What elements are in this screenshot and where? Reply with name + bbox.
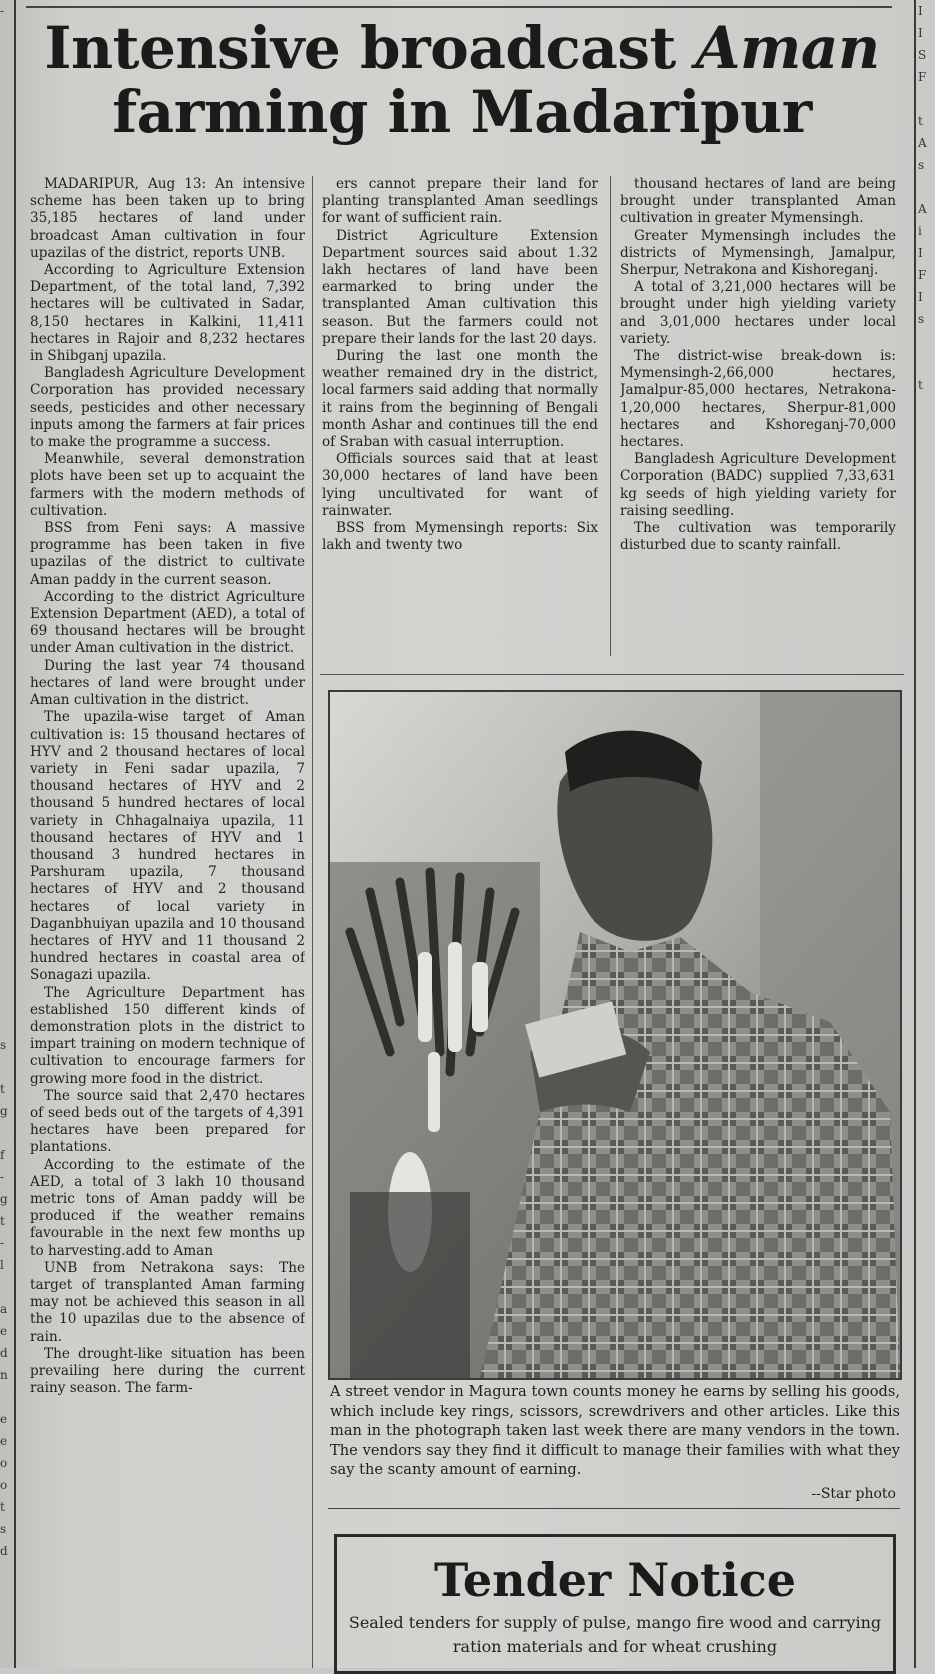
edge-fragment xyxy=(918,484,935,506)
edge-fragment xyxy=(0,198,12,220)
edge-fragment xyxy=(918,528,935,550)
edge-fragment: d xyxy=(0,1346,8,1360)
edge-fragment xyxy=(918,770,935,792)
edge-fragment xyxy=(918,572,935,594)
edge-fragment: F xyxy=(918,70,927,84)
edge-fragment xyxy=(0,440,12,462)
edge-fragment xyxy=(918,550,935,572)
edge-fragment xyxy=(0,1056,12,1078)
edge-fragment xyxy=(918,418,935,440)
street-vendor-photo xyxy=(328,690,902,1380)
headline-italic-word: Aman xyxy=(695,14,880,82)
edge-fragment xyxy=(918,1034,935,1056)
tender-notice-title: Tender Notice xyxy=(433,1553,797,1607)
edge-fragment xyxy=(0,264,12,286)
edge-fragment xyxy=(0,1012,12,1034)
edge-fragment xyxy=(0,880,12,902)
edge-fragment xyxy=(918,1122,935,1144)
photo-credit: --Star photo xyxy=(811,1486,896,1502)
edge-fragment xyxy=(918,814,935,836)
edge-fragment xyxy=(918,1188,935,1210)
edge-fragment xyxy=(0,704,12,726)
edge-fragment: t xyxy=(918,114,923,128)
edge-fragment: o xyxy=(0,1456,8,1470)
edge-fragment xyxy=(918,924,935,946)
edge-fragment xyxy=(918,396,935,418)
edge-fragment: t xyxy=(0,1500,5,1514)
article-column-1 xyxy=(30,176,305,1668)
top-rule xyxy=(26,6,892,8)
photo-caption: A street vendor in Magura town counts money he earns by selling his goods, which include key rings, scissors, screwdrivers and other articles. Like this man in the photograph taken last week there are many vendors in the town. The vendors say they find it difficult to manage their families with what they say the scanty amount of earning. xyxy=(330,1383,900,1479)
edge-fragment xyxy=(0,924,12,946)
edge-fragment xyxy=(918,748,935,770)
edge-fragment xyxy=(918,1474,935,1496)
edge-fragment xyxy=(918,704,935,726)
tender-notice-body: Sealed tenders for supply of pulse, mango fire wood and carrying ration materials and for wheat crushing xyxy=(348,1613,882,1656)
edge-fragment: I xyxy=(918,26,923,40)
edge-fragment: t xyxy=(0,1082,5,1096)
right-edge-fragments xyxy=(918,0,935,1668)
edge-fragment xyxy=(918,352,935,374)
article-paragraph: The Agriculture Department has established 150 different kinds of demonstration plots in the district to impart training on modern technique of cultivation to encourage farmers for growing more food in the district. xyxy=(30,984,305,1087)
edge-fragment xyxy=(0,220,12,242)
edge-fragment: e xyxy=(0,1324,8,1338)
article-paragraph: District Agriculture Extension Department sources said about 1.32 lakh hectares of land have been earmarked to bring under the transplanted Aman cultivation this season. But the farmers could not prepare their lands for the last 20 days. xyxy=(322,227,598,347)
article-paragraph: Officials sources said that at least 30,000 hectares of land have been lying uncultivated for want of rainwater. xyxy=(322,451,598,519)
article-paragraph: According to the estimate of the AED, a total of 3 lakh 10 thousand metric tons of Aman paddy will be produced if the weather remains favourable in the next few months up to harvesting.add to Aman xyxy=(30,1156,305,1259)
edge-fragment xyxy=(918,1364,935,1386)
article-paragraph: Bangladesh Agriculture Development Corporation has provided necessary seeds, pesticides and other necessary inputs among the farmers at fair prices to make the programme a success. xyxy=(30,365,305,451)
edge-fragment xyxy=(918,1012,935,1034)
edge-fragment xyxy=(0,902,12,924)
edge-fragment xyxy=(918,726,935,748)
edge-fragment: I xyxy=(918,246,923,260)
edge-fragment xyxy=(918,506,935,528)
article-paragraph: According to Agriculture Extension Department, of the total land, 7,392 hectares will be cultivated in Sadar, 8,150 hectares in Kalkini, 11,411 hectares in Rajoir and 8,232 hectares in Shibganj upazila. xyxy=(30,262,305,365)
edge-fragment xyxy=(0,1122,12,1144)
edge-fragment xyxy=(918,616,935,638)
edge-fragment xyxy=(0,44,12,66)
edge-fragment xyxy=(918,330,935,352)
edge-fragment xyxy=(918,440,935,462)
edge-fragment xyxy=(918,1232,935,1254)
edge-fragment xyxy=(918,946,935,968)
edge-fragment xyxy=(0,1386,12,1408)
edge-fragment xyxy=(918,1210,935,1232)
edge-fragment xyxy=(918,1496,935,1518)
edge-fragment xyxy=(918,88,935,110)
edge-fragment: i xyxy=(918,224,922,238)
edge-fragment xyxy=(0,22,12,44)
edge-fragment xyxy=(918,462,935,484)
edge-fragment xyxy=(918,1386,935,1408)
edge-fragment xyxy=(0,242,12,264)
edge-fragment xyxy=(918,1144,935,1166)
edge-fragment: e xyxy=(0,1434,8,1448)
left-column-rule xyxy=(14,0,16,1668)
article-paragraph: During the last one month the weather remained dry in the district, local farmers said adding that normally it rains from the beginning of Bengali month Ashar and continues till the end of Sraban with casual interruption. xyxy=(322,348,598,451)
edge-fragment xyxy=(0,396,12,418)
article-paragraph: Meanwhile, several demonstration plots have been set up to acquaint the farmers with the modern methods of cultivation. xyxy=(30,451,305,519)
edge-fragment xyxy=(0,176,12,198)
edge-fragment xyxy=(918,1430,935,1452)
edge-fragment xyxy=(0,506,12,528)
edge-fragment xyxy=(0,154,12,176)
column-divider-2 xyxy=(610,176,611,656)
edge-fragment xyxy=(918,1408,935,1430)
edge-fragment xyxy=(918,1584,935,1606)
edge-fragment: a xyxy=(0,1302,8,1316)
edge-fragment: A xyxy=(918,136,927,150)
tender-notice-box xyxy=(334,1534,896,1674)
article-paragraph: During the last year 74 thousand hectares of land were brought under Aman cultivation in the district. xyxy=(30,657,305,709)
edge-fragment xyxy=(918,594,935,616)
caption-rule xyxy=(328,1508,900,1509)
edge-fragment xyxy=(0,682,12,704)
edge-fragment xyxy=(0,726,12,748)
edge-fragment xyxy=(918,1166,935,1188)
edge-fragment xyxy=(918,968,935,990)
edge-fragment xyxy=(0,462,12,484)
article-paragraph: Bangladesh Agriculture Development Corporation (BADC) supplied 7,33,631 kg seeds of high yielding variety for raising seedling. xyxy=(620,451,896,519)
article-paragraph: thousand hectares of land are being brought under transplanted Aman cultivation in greater Mymensingh. xyxy=(620,176,896,227)
edge-fragment xyxy=(918,880,935,902)
edge-fragment: S xyxy=(918,48,927,62)
edge-fragment xyxy=(0,374,12,396)
article-paragraph: Greater Mymensingh includes the districts of Mymensingh, Jamalpur, Sherpur, Netrakona and Kishoreganj. xyxy=(620,227,896,279)
article-paragraph: According to the district Agriculture Extension Department (AED), a total of 69 thousand hectares will be brought under Aman cultivation in the district. xyxy=(30,588,305,657)
article-headline xyxy=(22,16,902,144)
edge-fragment xyxy=(918,1540,935,1562)
edge-fragment: f xyxy=(0,1148,5,1162)
article-paragraph: MADARIPUR, Aug 13: An intensive scheme has been taken up to bring 35,185 hectares of land under broadcast Aman cultivation in four upazilas of the district, reports UNB. xyxy=(30,176,305,261)
article-paragraph: ers cannot prepare their land for planting transplanted Aman seedlings for want of sufficient rain. xyxy=(322,176,598,227)
article-paragraph: BSS from Feni says: A massive programme has been taken in five upazilas of the district to cultivate Aman paddy in the current season. xyxy=(30,520,305,588)
edge-fragment xyxy=(918,1056,935,1078)
right-column-rule xyxy=(914,0,916,1668)
edge-fragment xyxy=(0,418,12,440)
edge-fragment xyxy=(0,814,12,836)
article-column-3 xyxy=(620,176,896,656)
edge-fragment: - xyxy=(0,1236,5,1250)
edge-fragment xyxy=(0,594,12,616)
article-paragraph: The cultivation was temporarily disturbed due to scanty rainfall. xyxy=(620,520,896,554)
edge-fragment xyxy=(918,858,935,880)
edge-fragment: e xyxy=(0,1412,8,1426)
edge-fragment xyxy=(918,1298,935,1320)
edge-fragment: I xyxy=(918,290,923,304)
edge-fragment: I xyxy=(918,4,923,18)
edge-fragment: o xyxy=(0,1478,8,1492)
edge-fragment xyxy=(0,836,12,858)
edge-fragment: A xyxy=(918,202,927,216)
edge-fragment xyxy=(918,792,935,814)
edge-fragment: s xyxy=(0,1038,7,1052)
article-paragraph: BSS from Mymensingh reports: Six lakh and twenty two xyxy=(322,520,598,554)
edge-fragment xyxy=(918,1518,935,1540)
edge-fragment xyxy=(918,1100,935,1122)
edge-fragment: - xyxy=(0,4,5,18)
edge-fragment xyxy=(0,660,12,682)
edge-fragment xyxy=(918,1320,935,1342)
article-paragraph: The drought-like situation has been prevailing here during the current rainy season. The farm- xyxy=(30,1345,305,1397)
edge-fragment xyxy=(0,638,12,660)
edge-fragment: s xyxy=(0,1522,7,1536)
edge-fragment xyxy=(918,682,935,704)
column-divider-1 xyxy=(312,176,313,1668)
edge-fragment: t xyxy=(0,1214,5,1228)
edge-fragment xyxy=(0,88,12,110)
edge-fragment: F xyxy=(918,268,927,282)
edge-fragment xyxy=(918,1078,935,1100)
edge-fragment: d xyxy=(0,1544,8,1558)
edge-fragment xyxy=(918,1452,935,1474)
vendor-photo-illustration xyxy=(330,692,900,1378)
edge-fragment xyxy=(0,748,12,770)
edge-fragment xyxy=(0,308,12,330)
article-paragraph: UNB from Netrakona says: The target of transplanted Aman farming may not be achieved this season in all the 10 upazilas due to the absence of rain. xyxy=(30,1259,305,1345)
edge-fragment xyxy=(918,176,935,198)
article-paragraph: The source said that 2,470 hectares of seed beds out of the targets of 4,391 hectares have been prepared for plantations. xyxy=(30,1087,305,1156)
article-paragraph: The district-wise break-down is: Mymensingh-2,66,000 hectares, Jamalpur-85,000 hectares, Netrakona-1,20,000 hectares, Sherpur-81,000 hectares and Kshoreganj-70,000 hectares. xyxy=(620,348,896,451)
edge-fragment xyxy=(0,66,12,88)
edge-fragment xyxy=(918,990,935,1012)
article-paragraph: The upazila-wise target of Aman cultivation is: 15 thousand hectares of HYV and 2 thousand hectares of local variety in Feni sadar upazila, 7 thousand hectares of HYV and 2 thousand 5 hundred hectares of local variety in Chhagalnaiya upazila, 11 thousand hectares of HYV and 1 thousand 3 hundred hectares in Parshuram upazila, 7 thousand hectares of HYV and 2 thousand hectares of local variety in Daganbhuiyan upazila and 10 thousand hectares of HYV and 11 thousand 2 hundred hectares in coastal area of Sonagazi upazila. xyxy=(30,709,305,984)
edge-fragment xyxy=(0,1276,12,1298)
edge-fragment xyxy=(0,286,12,308)
photo-top-rule xyxy=(320,674,904,675)
edge-fragment: s xyxy=(918,312,925,326)
edge-fragment: g xyxy=(0,1104,8,1118)
left-edge-fragments xyxy=(0,0,12,1668)
edge-fragment xyxy=(0,132,12,154)
edge-fragment xyxy=(0,528,12,550)
headline-line2: farming in Madaripur xyxy=(112,78,812,146)
edge-fragment xyxy=(0,990,12,1012)
edge-fragment xyxy=(918,660,935,682)
edge-fragment xyxy=(0,550,12,572)
edge-fragment xyxy=(0,110,12,132)
edge-fragment xyxy=(918,902,935,924)
edge-fragment xyxy=(918,836,935,858)
edge-fragment xyxy=(0,858,12,880)
edge-fragment: t xyxy=(918,378,923,392)
article-column-2 xyxy=(322,176,598,656)
edge-fragment: l xyxy=(0,1258,4,1272)
edge-fragment xyxy=(918,1276,935,1298)
edge-fragment xyxy=(918,1342,935,1364)
edge-fragment xyxy=(918,1562,935,1584)
edge-fragment xyxy=(0,792,12,814)
edge-fragment xyxy=(0,352,12,374)
edge-fragment xyxy=(918,638,935,660)
edge-fragment: s xyxy=(918,158,925,172)
edge-fragment: g xyxy=(0,1192,8,1206)
edge-fragment xyxy=(0,330,12,352)
edge-fragment xyxy=(0,946,12,968)
edge-fragment xyxy=(0,770,12,792)
edge-fragment xyxy=(0,572,12,594)
edge-fragment xyxy=(0,968,12,990)
edge-fragment xyxy=(0,484,12,506)
edge-fragment xyxy=(0,616,12,638)
edge-fragment xyxy=(918,1254,935,1276)
edge-fragment: n xyxy=(0,1368,8,1382)
headline-line1: Intensive broadcast xyxy=(44,14,676,82)
edge-fragment: - xyxy=(0,1170,5,1184)
article-paragraph: A total of 3,21,000 hectares will be brought under high yielding variety and 3,01,000 hectares under local variety. xyxy=(620,279,896,347)
